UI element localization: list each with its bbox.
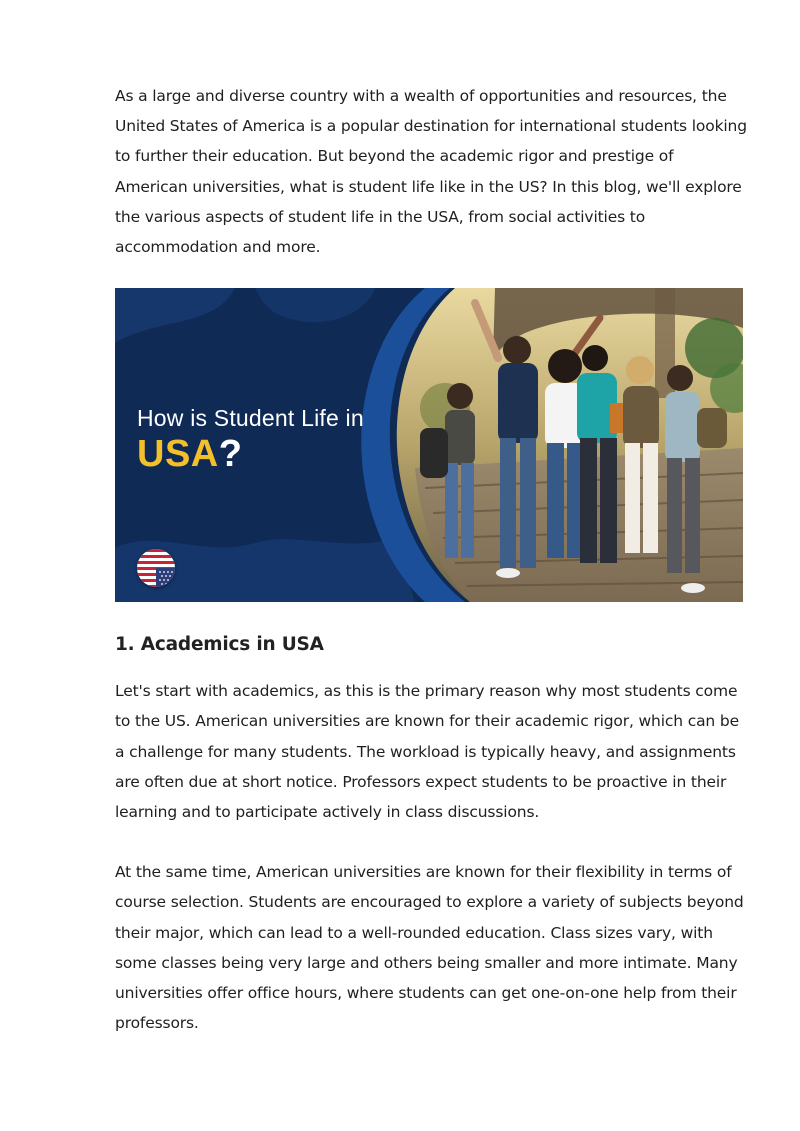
intro-paragraph: As a large and diverse country with a wealth of opportunities and resources, the United States of America is a popular destination for international students looking to further their education. But beyond the academic rigor and prestige of American universities, what is student life like in the US? In this blog, we'll explore the various aspects of student life in the USA, from social activities to accommodation and more. — [115, 87, 747, 257]
usa-flag-icon — [137, 549, 175, 587]
banner-image — [115, 288, 743, 602]
banner-title: How is Student Life in — [137, 405, 364, 432]
article-body — [115, 81, 747, 1038]
section-paragraph: Let's start with academics, as this is the primary reason why most students come to the US. American universities are known for their academic rigor, which can be a challenge for many students. The workload is typically heavy, and assignments are often due at short notice. Professors expect students to be proactive in their learning and to participate actively in class discussions. — [115, 682, 739, 822]
section-heading: 1. Academics in USA — [115, 634, 324, 656]
banner-title-highlight — [137, 433, 242, 476]
section-paragraph: At the same time, American universities are known for their flexibility in terms of course selection. Students are encouraged to explore a variety of subjects beyond their major, which can lead to a well-rounded education. Class sizes vary, with some classes being very large and others being smaller and more intimate. Many universities offer office hours, where students can get one-on-one help from their professors. — [115, 863, 744, 1033]
banner-usa-text: USA — [137, 433, 219, 476]
banner-question-mark: ? — [218, 433, 243, 476]
